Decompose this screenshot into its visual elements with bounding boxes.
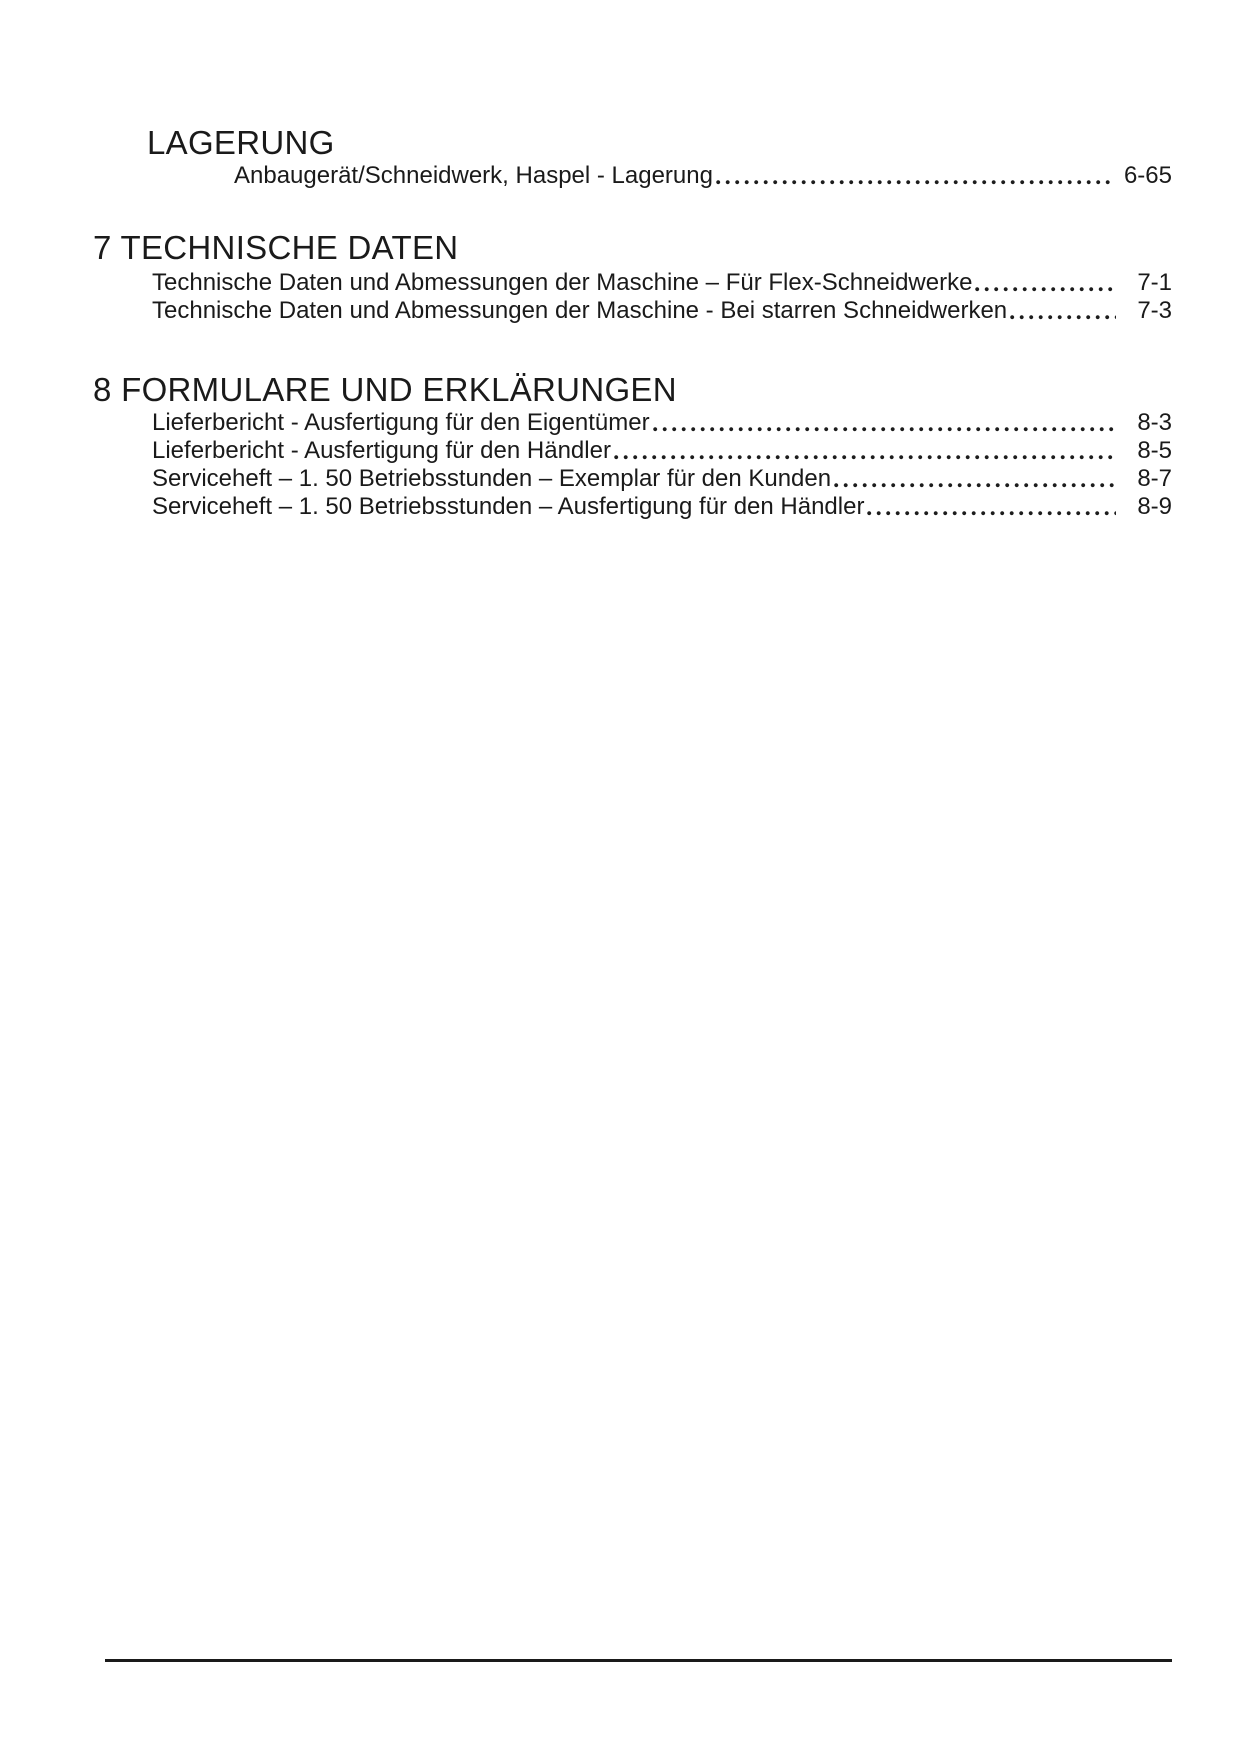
- section-heading-formulare-und-erklaerungen: 8 FORMULARE UND ERKLÄRUNGEN: [93, 371, 677, 408]
- toc-page-number: 7-1: [1137, 269, 1172, 296]
- toc-entry-label: Anbaugerät/Schneidwerk, Haspel - Lagerung: [234, 162, 713, 189]
- toc-entry: [152, 436, 1172, 466]
- section-heading-technische-daten: 7 TECHNISCHE DATEN: [93, 229, 459, 266]
- toc-page-number: 8-9: [1137, 493, 1172, 520]
- toc-entry-label: Lieferbericht - Ausfertigung für den Eigentümer: [152, 409, 650, 436]
- subsection-heading-lagerung: LAGERUNG: [147, 124, 335, 161]
- leader-dots: [713, 161, 1124, 191]
- leader-dots: [972, 268, 1126, 298]
- leader-dots: [1007, 296, 1126, 326]
- toc-page-number: 8-7: [1137, 465, 1172, 492]
- toc-entry: [152, 492, 1172, 522]
- toc-entry-label: Technische Daten und Abmessungen der Maschine – Für Flex-Schneidwerke: [152, 269, 973, 296]
- toc-entry: [152, 464, 1172, 494]
- toc-page-number: 8-5: [1137, 437, 1172, 464]
- toc-page-number: 7-3: [1137, 297, 1172, 324]
- toc-entry: [152, 408, 1172, 438]
- toc-entry-label: Lieferbericht - Ausfertigung für den Händler: [152, 437, 611, 464]
- toc-entry-label: Serviceheft – 1. 50 Betriebsstunden – Exemplar für den Kunden: [152, 465, 832, 492]
- toc-entry: [152, 268, 1172, 298]
- toc-page-number: 6-65: [1123, 162, 1172, 189]
- toc-entry: [152, 296, 1172, 326]
- leader-dots: [650, 408, 1126, 438]
- toc-entry: [234, 161, 1172, 191]
- toc-entry-label: Serviceheft – 1. 50 Betriebsstunden – Ausfertigung für den Händler: [152, 493, 865, 520]
- footer-rule: [105, 1659, 1172, 1662]
- leader-dots: [864, 492, 1126, 522]
- leader-dots: [611, 436, 1126, 466]
- leader-dots: [831, 464, 1126, 494]
- toc-page-number: 8-3: [1137, 409, 1172, 436]
- toc-entry-label: Technische Daten und Abmessungen der Maschine - Bei starren Schneidwerken: [152, 297, 1008, 324]
